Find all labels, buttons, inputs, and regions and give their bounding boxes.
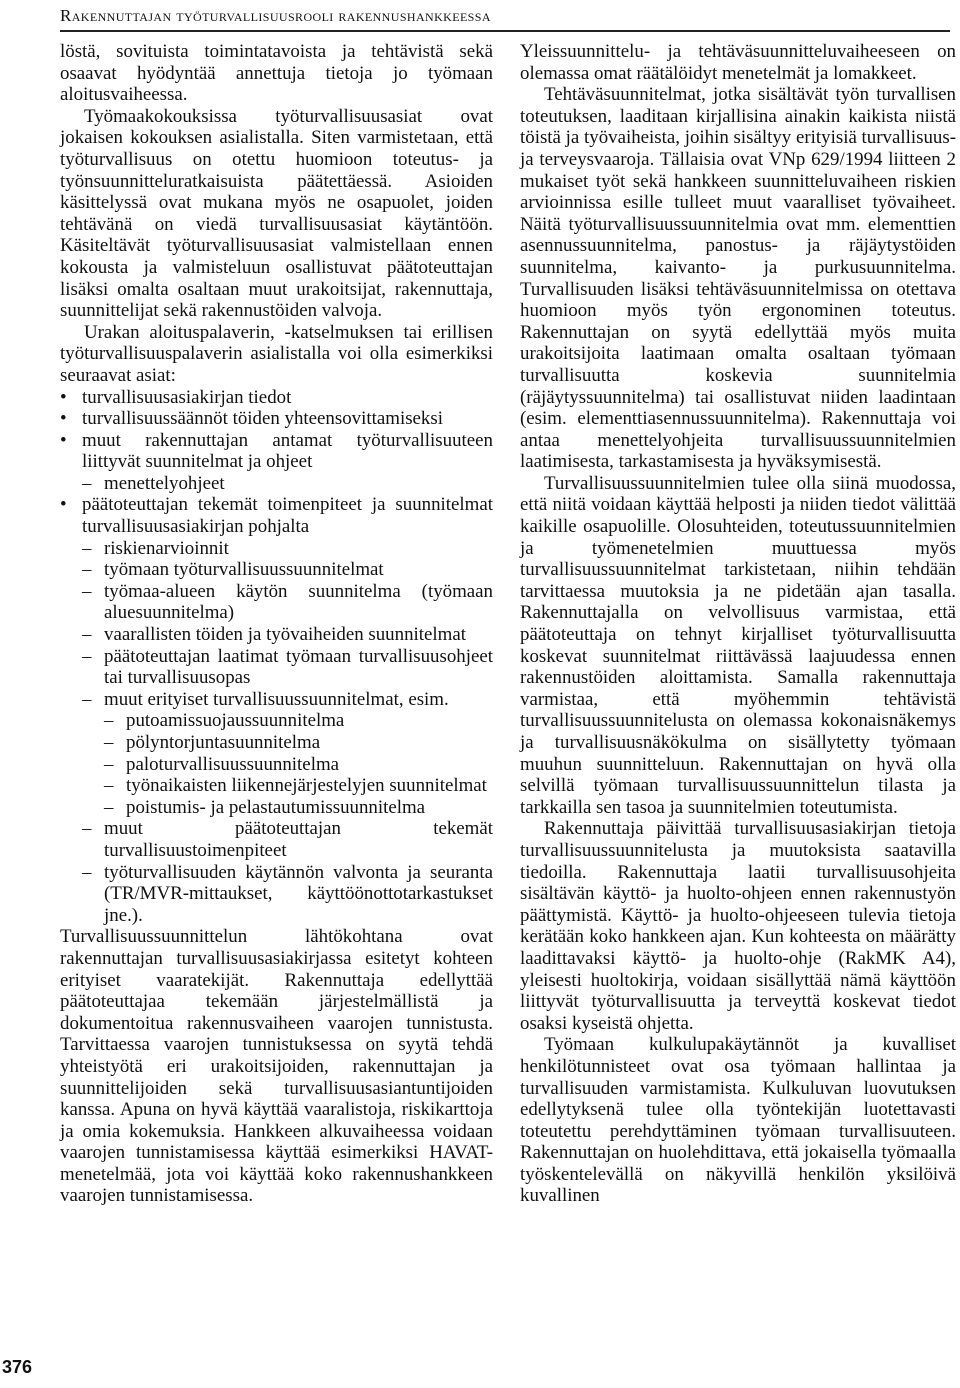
paragraph: Työmaakokouksissa työturvallisuusasiat ovat jokaisen kokouksen asialistalla. Siten varmistetaan, että työturvallisuus on otettu huomioon toteutus- ja työnsuunnitteluratkaisuista päätettäessä. Asioiden käsittelyssä ovat mukana myös ne osapuolet, joiden tehtävänä on viedä turvallisuusasiat käytäntöön. Käsiteltävät työturvallisuusasiat valmistellaan ennen kokousta ja valmisteluun osallistuvat päätoteuttajan lisäksi omalta osaltaan muut urakoitsijat, rakennuttaja, suunnittelijat sekä rakennustöiden valvoja. (60, 105, 493, 322)
list-item: – työnaikaisten liikennejärjestelyjen suunnitelmat (60, 775, 493, 797)
list-item: – vaarallisten töiden ja työvaiheiden suunnitelmat (60, 624, 493, 646)
list-item: – työmaan työturvallisuussuunnitelmat (60, 559, 493, 581)
agenda-list (60, 387, 493, 473)
list-item: • turvallisuussäännöt töiden yhteensovittamiseksi (60, 408, 493, 430)
page-number: 376 (2, 1357, 33, 1377)
paragraph: Turvallisuussuunnittelun lähtökohtana ovat rakennuttajan turvallisuusasiakirjassa esitetyt kohteen erityiset vaaratekijät. Rakennuttaja edellyttää päätoteuttajaa tekemään järjestelmällistä ja dokumentoitua rakennusvaiheen vaarojen tunnistusta. Tarvittaessa vaarojen tunnistuksessa on syytä tehdä yhteistyötä eri urakoitsijoiden, rakennuttajan ja suunnittelijoiden sekä turvallisuusasiantuntijoiden kanssa. Apuna on hyvä käyttää vaaralistoja, riskikarttoja ja omia kokemuksia. Hankkeen alkuvaiheessa voidaan vaarojen tunnistamisessa käyttää esimerkiksi HAVAT-menetelmää, jota voi käyttää koko rakennushankkeen vaarojen tunnistamisessa. (60, 926, 493, 1207)
paragraph: Turvallisuussuunnitelmien tulee olla siinä muodossa, että niitä voidaan käyttää helposti ja niiden tiedot välittää kaikille osapuolille. Olosuhteiden, toteutussuunnitelmien ja työmenetelmien muuttuessa myös turvallisuussuunnitelmat tarkistetaan, niihin tehdään tarvittaessa muutoksia ja ne pidetään ajan tasalla. Rakennuttajalla on velvollisuus varmistaa, että päätoteuttaja on tehnyt kirjalliset työturvallisuutta koskevat suunnitelmat riittävässä laajuudessa ennen rakennustöiden aloittamista. Samalla rakennuttaja varmistaa, että myöhemmin tehtävistä turvallisuussuunnitelusta on olemassa kokonaisnäkemys ja turvallisuusnäkökulma on sisällytetty työmaan muuhun suunnitteluun. Rakennuttajan on hyvä olla selvillä työmaan turvallisuussuunnittelun tilasta ja tarkkailla sen tasoa ja suunnitelmien toteutumista. (520, 472, 956, 818)
sub-list (60, 538, 493, 711)
agenda-list (60, 494, 493, 537)
list-item: – paloturvallisuussuunnitelma (60, 754, 493, 776)
paragraph: löstä, sovituista toimintatavoista ja tehtävistä sekä osaavat hyödyntää annettuja tietoja jo työmaan aloitusvaiheessa. (60, 41, 493, 106)
list-item: – riskienarvioinnit (60, 538, 493, 560)
paragraph: Urakan aloituspalaverin, -katselmuksen tai erillisen työturvallisuuspalaverin asialistalla voi olla esimerkiksi seuraavat asiat: (60, 321, 493, 386)
list-item: • päätoteuttajan tekemät toimenpiteet ja suunnitelmat turvallisuusasiakirjan pohjalta (60, 494, 493, 537)
running-header: Rakennuttajan työturvallisuusrooli rakennushankkeessa (60, 4, 950, 32)
paragraph: Työmaan kulkulupakäytännöt ja kuvalliset henkilötunnisteet ovat osa työmaan hallintaa ja turvallisuuden varmistamista. Kulkuluvan luovutuksen edellytyksenä tulee olla työntekijän luotettavasti toteutettu perehdyttäminen työmaan turvallisuuteen. Rakennuttajan on huolehdittava, että jokaisella työmaalla työskentelevällä on näkyvillä henkilön yksilöivä kuvallinen (520, 1034, 956, 1207)
list-item: – menettelyohjeet (60, 473, 493, 495)
left-column (60, 41, 493, 1207)
list-item: – muut erityiset turvallisuussuunnitelmat, esim. (60, 689, 493, 711)
right-column (520, 41, 956, 1207)
list-item: – putoamissuojaussuunnitelma (60, 710, 493, 732)
paragraph: Rakennuttaja päivittää turvallisuusasiakirjan tietoja turvallisuussuunnitelusta ja muutoksista saatavilla tiedoilla. Rakennuttaja laatii turvallisuusohjeita sisältävän käyttö- ja huolto-ohjeen ennen rakennustyön päättymistä. Käyttö- ja huolto-ohjeeseen tulevia tietoja kerätään koko hankkeen ajan. Kun kohteesta on määrätty laadittavaksi käyttö- ja huolto-ohje (RakMK A4), yleisesti huoltokirja, voidaan sisällyttää nämä käyttöön liittyvät työturvallisuutta ja terveyttä koskevat tiedot osaksi kyseistä ohjetta. (520, 818, 956, 1034)
list-item: • turvallisuusasiakirjan tiedot (60, 387, 493, 409)
list-item: – työturvallisuuden käytännön valvonta ja seuranta (TR/MVR-mittaukset, käyttöönottotarkastukset jne.). (60, 862, 493, 927)
list-item: – työmaa-alueen käytön suunnitelma (työmaan aluesuunnitelma) (60, 581, 493, 624)
sub-list (60, 818, 493, 926)
sub-sub-list (60, 710, 493, 818)
list-item: – pölyntorjuntasuunnitelma (60, 732, 493, 754)
paragraph: Tehtäväsuunnitelmat, jotka sisältävät työn turvallisen toteutuksen, laaditaan kirjallisina ainakin kaikista niistä töistä ja työvaiheista, joihin sisältyy erityisiä turvallisuus- ja terveysvaaroja. Tällaisia ovat VNp 629/1994 liitteen 2 mukaiset työt sekä hankkeen suunnitteluvaiheen riskien arvioinnissa esille tulleet muut vaaralliset työvaiheet. Näitä työturvallisuussuunnitelmia ovat mm. elementtien asennussuunnitelma, panostus- ja räjäytystöiden suunnitelma, kaivanto- ja purkusuunnitelma. Turvallisuuden lisäksi tehtäväsuunnitelmissa on otettava huomioon myös työn ergonominen toteutus. Rakennuttajan on syytä edellyttää myös muita urakoitsijoita laatimaan omalta osaltaan työmaan turvallisuutta koskevia suunnitelmia (räjäytyssuunnitelma) tai osallistuvat niiden laadintaan (esim. elementtiasennussuunnitelma). Rakennuttaja voi antaa menettelyohjeita turvallisuussuunnitelmien laatimisesta, tarkastamisesta ja hyväksymisestä. (520, 84, 956, 473)
list-item: – päätoteuttajan laatimat työmaan turvallisuusohjeet tai turvallisuusopas (60, 646, 493, 689)
paragraph: Yleissuunnittelu- ja tehtäväsuunnitteluvaiheeseen on olemassa omat räätälöidyt menetelmät ja lomakkeet. (520, 41, 956, 84)
list-item: – muut päätoteuttajan tekemät turvallisuustoimenpiteet (60, 818, 493, 861)
sub-list (60, 473, 493, 495)
list-item: • muut rakennuttajan antamat työturvallisuuteen liittyvät suunnitelmat ja ohjeet (60, 430, 493, 473)
list-item: – poistumis- ja pelastautumissuunnitelma (60, 797, 493, 819)
